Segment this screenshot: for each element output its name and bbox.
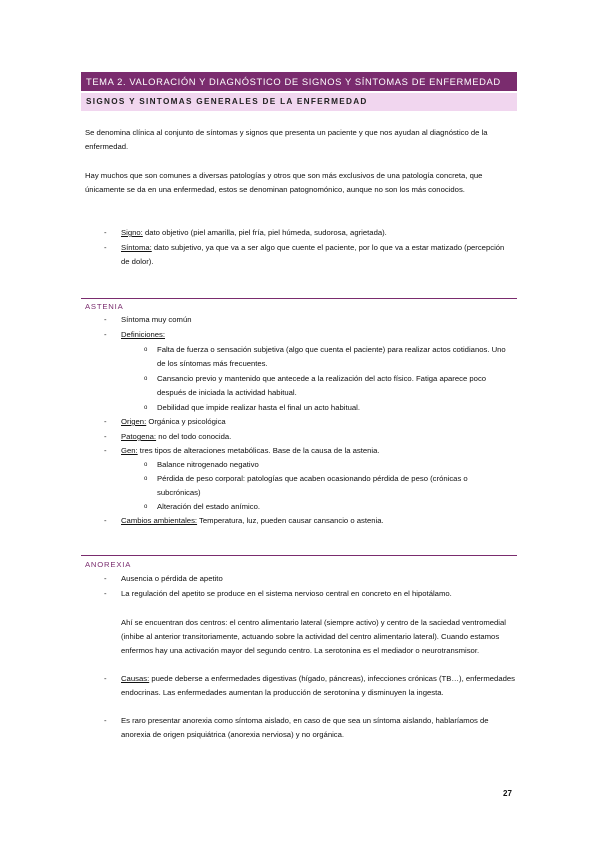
definicion-1: Falta de fuerza o sensación subjetiva (algo que cuenta el paciente) para realizar actos cotidianos. Uno de los síntomas más frecuentes. xyxy=(157,345,506,368)
anorexia-item-ausencia: Ausencia o pérdida de apetito xyxy=(121,574,223,583)
page-number: 27 xyxy=(503,789,512,798)
chapter-title-bar: TEMA 2. VALORACIÓN Y DIAGNÓSTICO DE SIGNOS Y SÍNTOMAS DE ENFERMEDAD xyxy=(81,72,517,91)
bullet-dash: - xyxy=(104,228,107,237)
bullet-circle: o xyxy=(144,347,148,353)
patogena-term: Patogena: xyxy=(121,432,157,441)
sintoma-definition xyxy=(121,241,515,269)
definicion-3: Debilidad que impide realizar hasta el final un acto habitual. xyxy=(157,403,360,412)
astenia-gen xyxy=(121,444,515,458)
origen-text: Orgánica y psicológica xyxy=(146,417,226,426)
astenia-origen xyxy=(121,415,515,429)
bullet-dash: - xyxy=(104,589,107,598)
gen-term: Gen: xyxy=(121,446,138,455)
origen-term: Origen: xyxy=(121,417,147,426)
section-divider xyxy=(81,555,517,556)
bullet-dash: - xyxy=(104,417,107,426)
astenia-definiciones xyxy=(121,328,515,342)
signo-definition xyxy=(121,226,515,240)
sintoma-text: dato subjetivo, ya que va a ser algo que cuente el paciente, por lo que va a estar matizado (percepción de dolor). xyxy=(121,243,505,266)
causas-term: Causas: xyxy=(121,674,150,683)
bullet-dash: - xyxy=(104,516,107,525)
signo-term: Signo: xyxy=(121,228,143,237)
bullet-circle: o xyxy=(144,476,148,482)
cambios-term: Cambios ambientales: xyxy=(121,516,198,525)
intro-paragraph-1: Se denomina clínica al conjunto de síntomas y signos que presenta un paciente y que nos ayudan al diagnóstico de la enfermedad. xyxy=(85,128,488,151)
gen-item-2: Pérdida de peso corporal: patologías que acaben ocasionando pérdida de peso (crónicas o subcrónicas) xyxy=(157,474,468,497)
gen-item-3: Alteración del estado anímico. xyxy=(157,502,260,511)
anorexia-regulacion: La regulación del apetito se produce en el sistema nervioso central en concreto en el hipotálamo. xyxy=(121,589,452,598)
section-divider xyxy=(81,298,517,299)
anorexia-heading: ANOREXIA xyxy=(85,560,132,569)
gen-text: tres tipos de alteraciones metabólicas. Base de la causa de la astenia. xyxy=(137,446,380,455)
bullet-dash: - xyxy=(104,674,107,683)
anorexia-causas xyxy=(121,672,515,700)
patogena-text: no del todo conocida. xyxy=(156,432,232,441)
bullet-dash: - xyxy=(104,330,107,339)
anorexia-centros: Ahí se encuentran dos centros: el centro alimentario lateral (siempre activo) y centro de la saciedad ventromedial (inhibe al anterior transitoriamente, actuando sobre la actividad del centro alimentario lateral). Cuando estamos enfermos hay una activación mayor del segundo centro. La serotonina es el mediador o neurotransmisor. xyxy=(121,618,506,655)
astenia-item-comun: Síntoma muy común xyxy=(121,315,192,324)
definicion-2: Cansancio previo y mantenido que antecede a la realización del acto físico. Fatiga aparece poco después de iniciada la actividad habitual. xyxy=(157,374,487,397)
bullet-circle: o xyxy=(144,376,148,382)
bullet-dash: - xyxy=(104,432,107,441)
sintoma-term: Síntoma: xyxy=(121,243,152,252)
bullet-circle: o xyxy=(144,462,148,468)
astenia-cambios xyxy=(121,514,515,528)
astenia-heading: ASTENIA xyxy=(85,302,124,311)
astenia-patogena xyxy=(121,430,515,444)
section-subtitle-bar: SIGNOS Y SINTOMAS GENERALES DE LA ENFERMEDAD xyxy=(81,93,517,111)
intro-paragraph-2: Hay muchos que son comunes a diversas patologías y otros que son más exclusivos de una patología concreta, que únicamente se da en una enfermedad, estos se denominan patognomónico, aunque no son los más conocidos. xyxy=(85,171,483,194)
bullet-dash: - xyxy=(104,446,107,455)
bullet-circle: o xyxy=(144,504,148,510)
cambios-text: Temperatura, luz, pueden causar cansancio o astenia. xyxy=(197,516,384,525)
bullet-dash: - xyxy=(104,315,107,324)
bullet-dash: - xyxy=(104,243,107,252)
bullet-dash: - xyxy=(104,716,107,725)
signo-text: dato objetivo (piel amarilla, piel fría, piel húmeda, sudorosa, agrietada). xyxy=(142,228,387,237)
anorexia-aislado: Es raro presentar anorexia como síntoma aislado, en caso de que sea un síntoma aislando, hablaríamos de anorexia de origen psiquiátrica (anorexia nerviosa) y no orgánica. xyxy=(121,716,489,739)
gen-item-1: Balance nitrogenado negativo xyxy=(157,460,259,469)
bullet-dash: - xyxy=(104,574,107,583)
definiciones-term: Definiciones: xyxy=(121,330,166,339)
causas-text: puede deberse a enfermedades digestivas (hígado, páncreas), infecciones crónicas (TB…), enfermedades endocrinas. Las enfermedades aumentan la producción de serotonina y disminuyen la ingesta. xyxy=(121,674,515,697)
bullet-circle: o xyxy=(144,405,148,411)
